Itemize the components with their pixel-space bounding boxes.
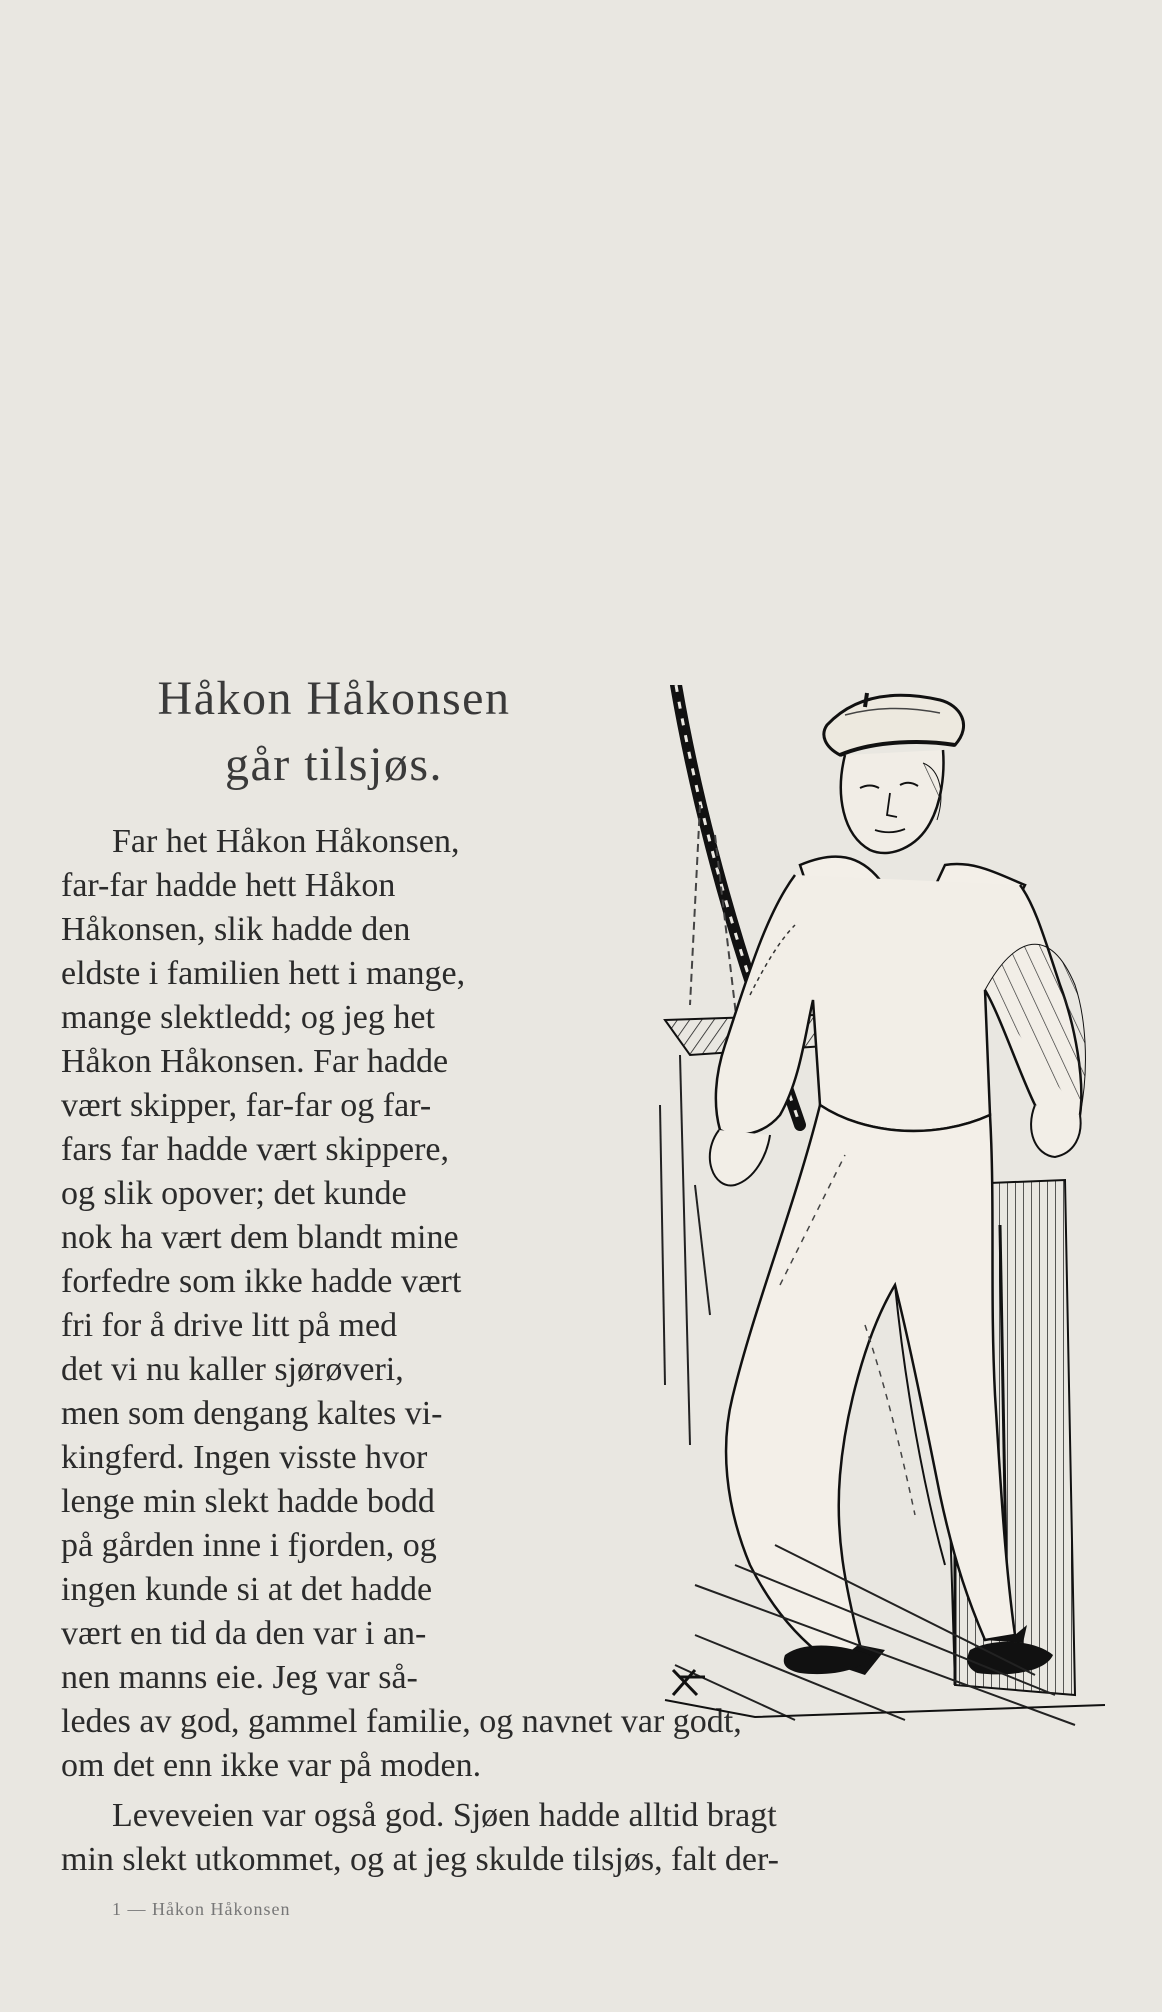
body-line: Far het Håkon Håkonsen, — [112, 823, 460, 860]
body-line: og slik opover; det kunde — [61, 1175, 407, 1212]
body-line: kingferd. Ingen visste hvor — [61, 1439, 428, 1476]
body-line: ledes av god, gammel familie, og navnet var godt, — [61, 1703, 742, 1740]
body-line: vært skipper, far-far og far- — [61, 1087, 432, 1124]
body-line: mange slektledd; og jeg het — [61, 999, 435, 1036]
body-line: forfedre som ikke hadde vært — [61, 1263, 462, 1300]
body-line: vært en tid da den var i an- — [61, 1615, 427, 1652]
body-line: ingen kunde si at det hadde — [61, 1571, 433, 1608]
body-line: lenge min slekt hadde bodd — [61, 1483, 435, 1520]
body-line: eldste i familien hett i mange, — [61, 955, 466, 992]
body-line: far-far hadde hett Håkon — [61, 867, 396, 904]
body-line: fars far hadde vært skippere, — [61, 1131, 450, 1168]
body-line: på gården inne i fjorden, og — [61, 1527, 437, 1564]
body-line: Håkonsen, slik hadde den — [61, 911, 411, 948]
sailor-boy-illustration-icon — [655, 685, 1105, 1730]
body-line: om det enn ikke var på moden. — [61, 1747, 482, 1784]
body-line: min slekt utkommet, og at jeg skulde tilsjøs, falt der- — [61, 1841, 779, 1878]
chapter-title-line-2: går tilsjøs. — [225, 738, 443, 791]
body-line: fri for å drive litt på med — [61, 1307, 398, 1344]
body-line: men som dengang kaltes vi- — [61, 1395, 443, 1432]
body-line: Leveveien var også god. Sjøen hadde alltid bragt — [112, 1797, 777, 1834]
body-line: Håkon Håkonsen. Far hadde — [61, 1043, 449, 1080]
chapter-title-line-1: Håkon Håkonsen — [157, 672, 511, 725]
body-line: det vi nu kaller sjørøveri, — [61, 1351, 404, 1388]
page-footer: 1 — Håkon Håkonsen — [112, 1899, 291, 1919]
body-line: nok ha vært dem blandt mine — [61, 1219, 459, 1256]
chapter-title — [112, 666, 556, 798]
body-line: nen manns eie. Jeg var så- — [61, 1659, 418, 1696]
